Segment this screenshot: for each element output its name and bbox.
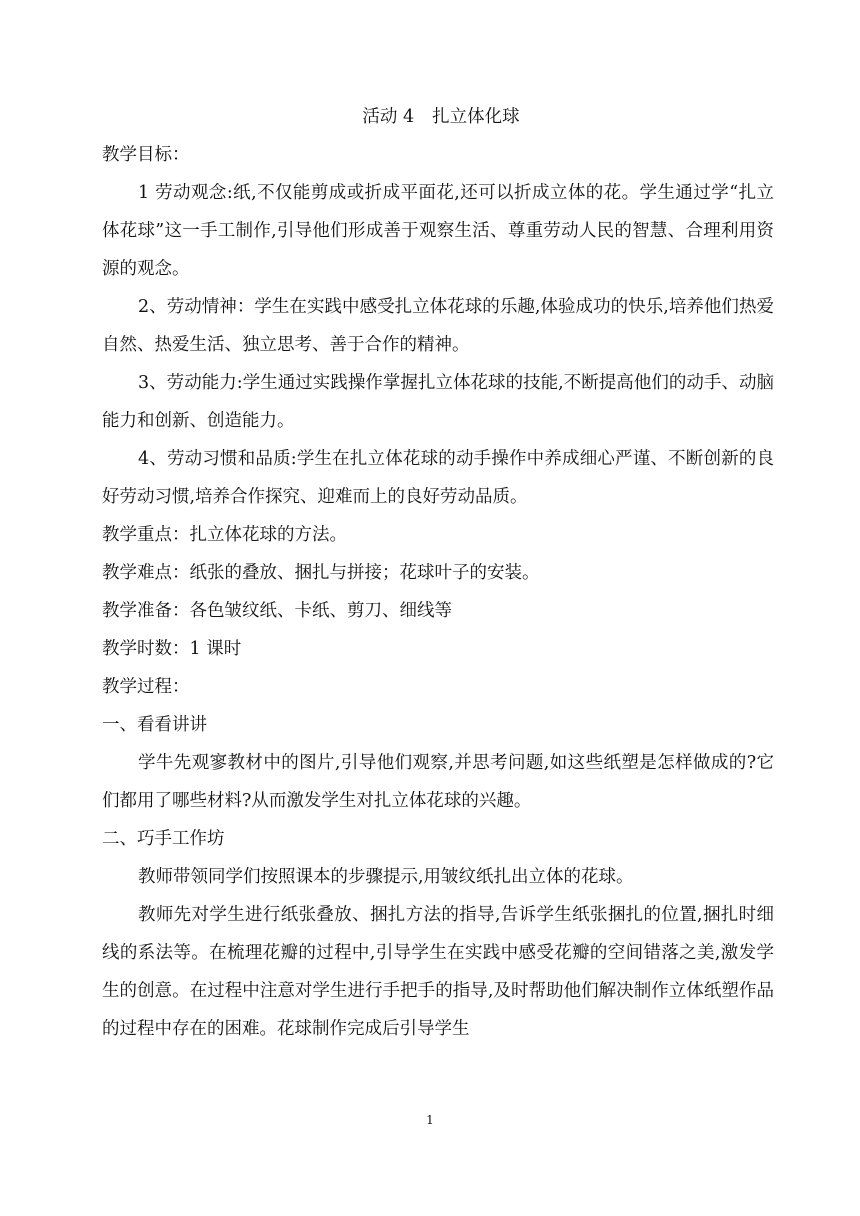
title-prefix: 活动 4 [362,107,415,127]
paragraph-labor-spirit: 2、劳动情神：学生在实践中感受扎立体花球的乐趣,体验成功的快乐,培养他们热爱自然、热爱生活、独立思考、善于合作的精神。 [102,297,774,355]
heading-section-two: 二、巧手工作坊 [102,829,225,849]
paragraph-labor-habits: 4、劳动习惯和品质:学生在扎立体花球的动手操作中养成细心严谨、不断创新的良好劳动习惯,培养合作探究、迎难而上的良好劳动品质。 [102,449,774,507]
document-body [102,98,774,1048]
line-key-points: 教学重点：扎立体花球的方法。 [102,525,347,545]
heading-section-one: 一、看看讲讲 [102,715,207,735]
page-title [102,98,774,136]
paragraph-teacher-leads: 教师带领同学们按照课本的步骤提示,用皱纹纸扎出立体的花球。 [138,867,634,887]
line-class-hours: 教学时数：1 课时 [102,639,242,659]
page-number: 1 [426,1113,434,1127]
paragraph-observe: 学牛先观寥教材中的图片,引导他们观察,并思考问题,如这些纸塑是怎样做成的?它们都用了哪些材料?从而激发学生对扎立体花球的兴趣。 [102,753,774,811]
paragraph-labor-concept: 1 劳动观念:纸,不仅能剪成或折成平面花,还可以折成立体的花。学生通过学“扎立体花球”这一手工制作,引导他们形成善于观察生活、尊重劳动人民的智慧、合理利用资源的观念。 [102,183,774,279]
paragraph-teacher-guides: 教师先对学生进行纸张叠放、捆扎方法的指导,告诉学生纸张捆扎的位置,捆扎时细线的系法等。在梳理花瓣的过程中,引导学生在实践中感受花瓣的空间错落之美,激发学生的创意。在过程中注意对学生进行手把手的指导,及时帮助他们解决制作立体纸塑作品的过程中存在的困难。花球制作完成后引导学生 [102,905,774,1039]
heading-process: 教学过程： [102,677,190,697]
line-preparation: 教学准备：各色皱纹纸、卡纸、剪刀、细线等 [102,601,452,621]
paragraph-labor-ability: 3、劳动能力:学生通过实践操作掌握扎立体花球的技能,不断提高他们的动手、动脑能力和创新、创造能力。 [102,373,774,431]
heading-objectives: 教学目标： [102,145,190,165]
line-difficulties: 教学难点：纸张的叠放、捆扎与拼接；花球叶子的安装。 [102,563,540,583]
title-main: 扎立体化球 [432,107,520,127]
